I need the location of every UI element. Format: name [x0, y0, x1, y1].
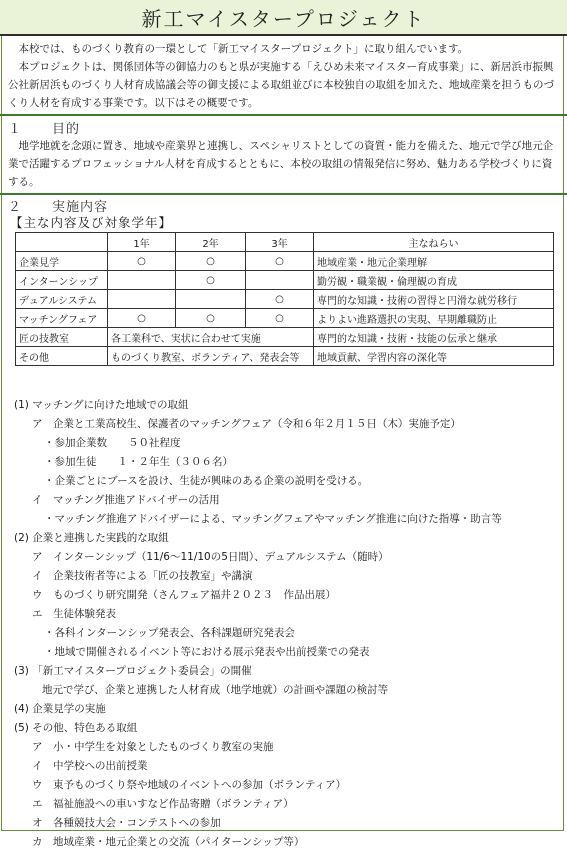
grade-mark: ○	[176, 252, 246, 271]
details-list	[14, 396, 560, 852]
section-divider	[0, 193, 567, 195]
detail-line: (1) マッチングに向けた地域での取組	[14, 399, 189, 411]
program-aim: 勤労観・職業観・倫理観の育成	[314, 271, 554, 290]
section-heading-purpose: １ 目的	[8, 122, 81, 137]
grade-mark	[246, 271, 314, 290]
detail-line: イ 企業技術者等による「匠の技教室」や講演	[32, 570, 253, 582]
section-divider	[0, 114, 567, 116]
detail-line: (2) 企業と連携した実践的な取組	[14, 532, 169, 544]
detail-line: ア インターンシップ（11/6～11/10の5日間）、デュアルシステム（随時）	[32, 551, 389, 563]
table-header-cell: 1年	[108, 233, 176, 252]
detail-line: ・各科インターンシップ発表会、各科課題研究発表会	[44, 627, 295, 639]
grade-mark: ○	[108, 309, 176, 328]
detail-line: ・企業ごとにブースを設け、生徒が興味のある企業の説明を受ける。	[44, 475, 369, 487]
grade-mark: ○	[246, 252, 314, 271]
grade-mark: ○	[108, 252, 176, 271]
detail-line: エ 福祉施設への車いすなど作品寄贈（ボランティア）	[32, 798, 294, 810]
page-title: 新工マイスタープロジェクト	[0, 0, 567, 36]
program-name: 企業見学	[16, 252, 108, 271]
detail-line: イ マッチング推進アドバイザーの活用	[32, 494, 220, 506]
table-row	[16, 271, 554, 290]
detail-line: ア 小・中学生を対象としたものづくり教室の実施	[32, 741, 274, 753]
table-header-cell: 3年	[246, 233, 314, 252]
detail-line: ・マッチング推進アドバイザーによる、マッチングフェアやマッチング推進に向けた指導・助言等	[44, 513, 502, 525]
intro-paragraph: 本校では、ものづくり教育の一環として「新工マイスタープロジェクト」に取り組んでいます。	[18, 43, 469, 55]
detail-line: (3) 「新工マイスタープロジェクト委員会」の開催	[14, 665, 252, 677]
grade-span-note: ものづくり教室、ボランティア、発表会等	[108, 347, 314, 366]
grade-mark: ○	[176, 309, 246, 328]
detail-line: オ 各種競技大会・コンテストへの参加	[32, 817, 221, 829]
program-aim: 専門的な知識・技術・技能の伝承と継承	[314, 328, 554, 347]
program-name: デュアルシステム	[16, 290, 108, 309]
detail-line: 地元で学び、企業と連携した人材育成（地学地就）の計画や課題の検討等	[42, 684, 389, 696]
intro-paragraph: 本プロジェクトは、関係団体等の御協力のもと県が実施する「えひめ未来マイスター育成事業」に、新居浜市振興公社新居浜ものづくり人材育成協議会等の御支援による取組並びに本校独自の取組を加えた、地域産業を担うものづくり人材を育成する事業です。以下はその概要です。	[8, 61, 554, 109]
program-aim: よりよい進路選択の実現、早期離職防止	[314, 309, 554, 328]
intro-block	[8, 40, 560, 112]
table-row	[16, 328, 554, 347]
table-header-row	[16, 233, 554, 252]
program-table	[15, 232, 554, 366]
table-row	[16, 347, 554, 366]
table-row	[16, 290, 554, 309]
table-header-cell: 主なねらい	[314, 233, 554, 252]
section-heading-content: ２ 実施内容	[8, 200, 109, 215]
grade-mark	[108, 290, 176, 309]
detail-line: ア 企業と工業高校生、保護者のマッチングフェア（令和６年２月１５日（木）実施予定）	[32, 418, 461, 430]
program-name: 匠の技教室	[16, 328, 108, 347]
program-name: その他	[16, 347, 108, 366]
detail-line: カ 地域産業・地元企業との交流（パイターンシップ等）	[32, 836, 305, 848]
grade-mark	[108, 271, 176, 290]
program-aim: 地域産業・地元企業理解	[314, 252, 554, 271]
detail-line: (4) 企業見学の実施	[14, 703, 106, 715]
grade-mark: ○	[246, 290, 314, 309]
table-row	[16, 309, 554, 328]
table-row	[16, 252, 554, 271]
detail-line: ・参加企業数 ５０社程度	[44, 437, 181, 449]
detail-line: ウ ものづくり研究開発（さんフェア福井２０２３ 作品出展）	[32, 589, 336, 601]
grade-span-note: 各工業科で、実状に合わせて実施	[108, 328, 314, 347]
grade-mark: ○	[176, 271, 246, 290]
purpose-text: 地学地就を念頭に置き、地域や産業界と連携し、スペシャリストとしての資質・能力を備えた、地元で学び地元企業で活躍するプロフェッショナル人材を育成するとともに、本校の取組の情報発信に努め、魅力ある学校づくりに資する。	[8, 140, 554, 188]
program-aim: 地域貢献、学習内容の深化等	[314, 347, 554, 366]
detail-line: ・参加生徒 １・２年生（３０６名）	[44, 456, 233, 468]
detail-line: エ 生徒体験発表	[32, 608, 116, 620]
program-name: インターンシップ	[16, 271, 108, 290]
detail-line: イ 中学校への出前授業	[32, 760, 148, 772]
detail-line: ・地域で開催されるイベント等における展示発表や出前授業での発表	[44, 646, 370, 658]
grade-mark: ○	[246, 309, 314, 328]
table-subheading: 【主な内容及び対象学年】	[10, 215, 173, 230]
detail-line: (5) その他、特色ある取組	[14, 722, 138, 734]
grade-mark	[176, 290, 246, 309]
table-header-cell	[16, 233, 108, 252]
program-name: マッチングフェア	[16, 309, 108, 328]
table-header-cell: 2年	[176, 233, 246, 252]
detail-line: ウ 東予ものづくり祭や地域のイベントへの参加（ボランティア）	[32, 779, 347, 791]
program-aim: 専門的な知識・技術の習得と円滑な就労移行	[314, 290, 554, 309]
